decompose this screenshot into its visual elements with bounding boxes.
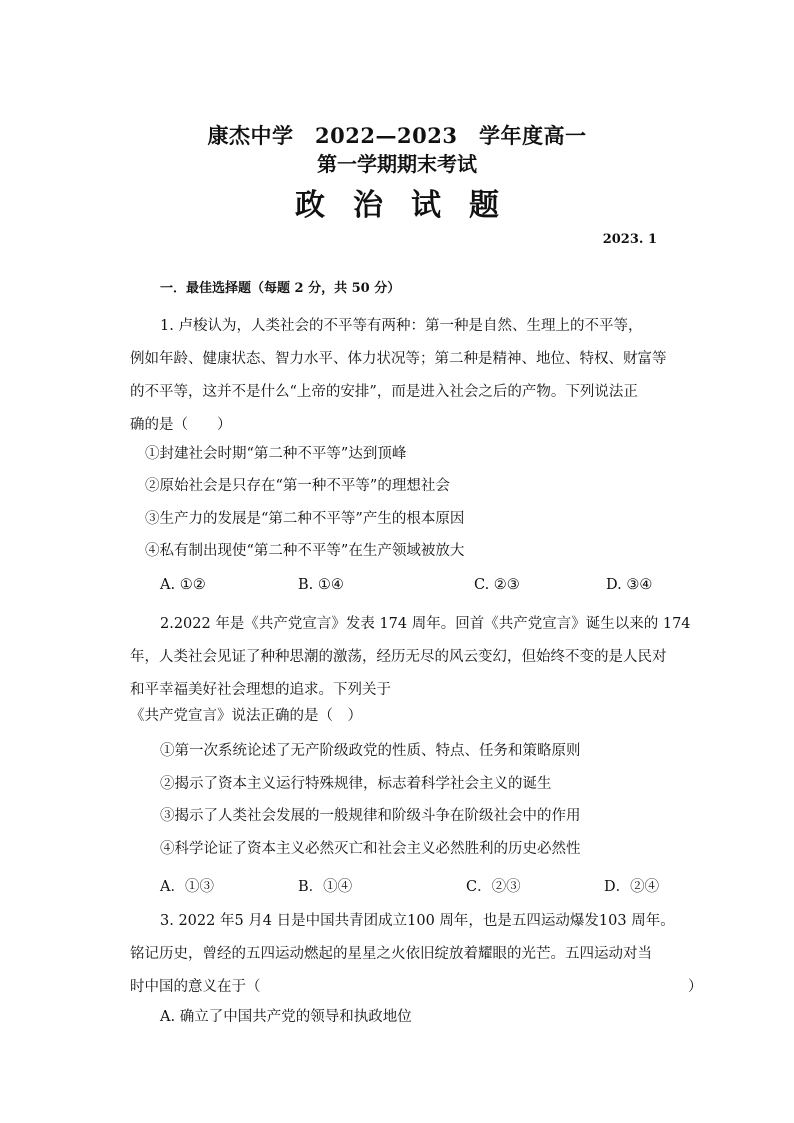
q2-line-3: 和平幸福美好社会理想的追求。下列关于 <box>130 682 391 698</box>
q1-option-c: C. ②③ <box>474 577 520 593</box>
q2-option-d: D．②④ <box>604 879 660 895</box>
q2-option-c: C．②③ <box>466 879 521 895</box>
q1-statement-2: ②原始社会是只存在“第一种不平等”的理想社会 <box>145 478 450 494</box>
q1-line-4: 确的是（ ） <box>130 417 232 433</box>
q1-option-b: B. ①④ <box>298 577 344 593</box>
q3-option-a: A. 确立了中国共产党的领导和执政地位 <box>160 1009 412 1025</box>
q2-statement-4: ④科学论证了资本主义必然灭亡和社会主义必然胜利的历史必然性 <box>160 841 581 857</box>
q2-line-2: 年，人类社会见证了种种思潮的激荡，经历无尽的风云变幻，但始终不变的是人民对 <box>130 649 667 665</box>
q2-line-4: 《共产党宣言》说法正确的是（ ） <box>130 708 362 724</box>
q3-close-paren: ） <box>688 979 703 995</box>
q3-line-3: 时中国的意义在于（ <box>130 979 261 995</box>
q2-option-b: B．①④ <box>298 879 353 895</box>
q1-statement-4: ④私有制出现使“第二种不平等”在生产领域被放大 <box>145 543 465 559</box>
q1-line-1: 1. 卢梭认为，人类社会的不平等有两种：第一种是自然、生理上的不平等， <box>160 318 643 334</box>
q1-statement-3: ③生产力的发展是“第二种不平等”产生的根本原因 <box>145 511 465 527</box>
q1-option-a: A. ①② <box>160 577 206 593</box>
q1-line-3: 的不平等，这并不是什么“上帝的安排”，而是进入社会之后的产物。下列说法正 <box>130 384 638 400</box>
section-heading: 一．最佳选择题（每题 2 分，共 50 分） <box>160 281 401 296</box>
q2-statement-3: ③揭示了人类社会发展的一般规律和阶级斗争在阶级社会中的作用 <box>160 808 581 824</box>
subject-title: 政治试题 <box>295 188 527 223</box>
q1-statement-1: ①封建社会时期“第二种不平等”达到顶峰 <box>145 446 407 462</box>
q2-statement-2: ②揭示了资本主义运行特殊规律，标志着科学社会主义的诞生 <box>160 776 552 792</box>
school-title: 康杰中学 2022—2023 学年度高一 <box>207 123 587 148</box>
q1-line-2: 例如年龄、健康状态、智力水平、体力状况等；第二种是精神、地位、特权、财富等 <box>130 351 667 367</box>
q3-line-1: 3. 2022 年5 月4 日是中国共青团成立100 周年，也是五四运动爆发103 周年。 <box>160 913 675 929</box>
exam-title: 第一学期期末考试 <box>317 152 477 176</box>
q2-statement-1: ①第一次系统论述了无产阶级政党的性质、特点、任务和策略原则 <box>160 743 581 759</box>
exam-date: 2023. 1 <box>602 232 657 247</box>
q3-line-2: 铭记历史，曾经的五四运动燃起的星星之火依旧绽放着耀眼的光芒。五四运动对当 <box>130 946 652 962</box>
q2-option-a: A．①③ <box>160 879 214 895</box>
q2-line-1: 2.2022 年是《共产党宣言》发表 174 周年。回首《共产党宣言》诞生以来的 174 <box>160 616 691 632</box>
q1-option-d: D. ③④ <box>606 577 653 593</box>
